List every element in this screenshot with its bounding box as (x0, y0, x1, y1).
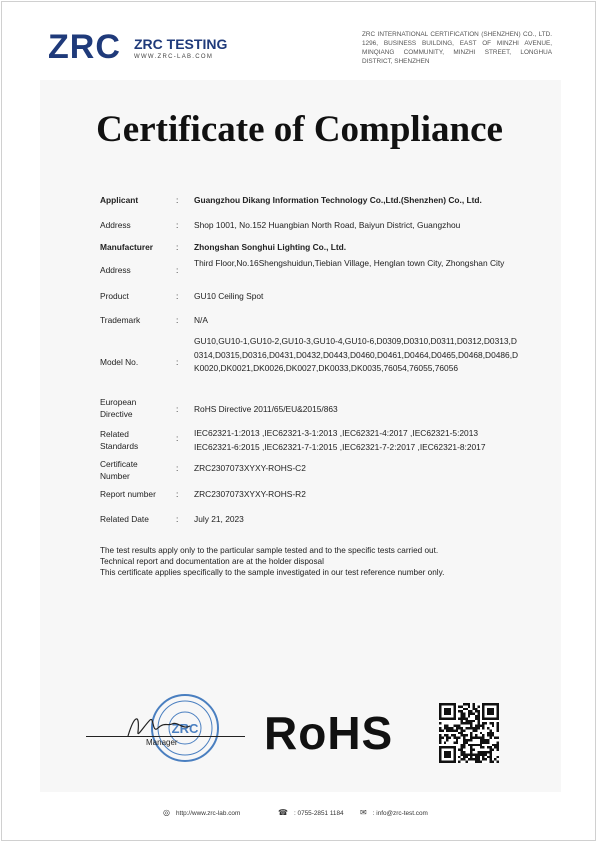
logo-name: ZRC TESTING (134, 36, 228, 52)
field-colon: : (176, 463, 179, 473)
field-label: Manufacturer (100, 242, 154, 252)
footer-website (163, 808, 240, 817)
company-address: ZRC INTERNATIONAL CERTIFICATION (SHENZHEN) CO., LTD. 1296, BUSINESS BUILDING, EAST OF MINZHI AVENUE, MINQIANG COMMUNITY, MINZHI STREET, LONGHUA DISTRICT, SHENZHEN (362, 31, 552, 65)
field-value: Zhongshan Songhui Lighting Co., Ltd. (194, 242, 347, 252)
field-colon: : (176, 404, 179, 414)
note-line: Technical report and documentation are at the holder disposal (100, 557, 324, 567)
note-line: The test results apply only to the particular sample tested and to the specific tests carried out. (100, 546, 439, 555)
field-value: GU10,GU10-1,GU10-2,GU10-3,GU10-4,GU10-6,D0309,D0310,D0311,D0312,D0313,D0314,D0315,D0316,D0431,D0432,D0443,D0460,D0461,D0464,D0465,D0468,D0486,DK0020,DK0021,DK0026,DK0027,DK0033,DK0035,76054,76055,76056 (194, 336, 519, 374)
field-value: Third Floor,No.16Shengshuidun,Tiebian Village, Henglan town City, Zhongshan City (194, 258, 505, 268)
field-colon: : (176, 357, 179, 367)
page-title: Certificate of Compliance (96, 109, 503, 150)
field-value: GU10 Ceiling Spot (194, 291, 264, 301)
field-label: Report number (100, 489, 156, 499)
globe-icon: ◎ (163, 808, 170, 817)
email-text: : info@zrc-test.com (372, 810, 428, 817)
field-colon: : (176, 315, 179, 325)
signatory-role: Manager (146, 738, 178, 747)
field-colon: : (176, 195, 179, 205)
field-label: Model No. (100, 357, 139, 367)
footer-email (360, 808, 428, 817)
rohs-mark: RoHS (264, 707, 394, 759)
field-label: Related Date (100, 514, 149, 524)
field-colon: : (176, 220, 179, 230)
note-line: This certificate applies specifically to the sample investigated in our test reference number only. (100, 568, 445, 578)
phone-text: : 0755-2851 1184 (293, 810, 344, 817)
qr-code-icon (439, 703, 499, 763)
field-label: European Directive (100, 397, 137, 419)
field-colon: : (176, 291, 179, 301)
field-label: Product (100, 291, 129, 301)
mail-icon: ✉ (360, 808, 367, 817)
field-colon: : (176, 265, 179, 275)
field-label: Applicant (100, 195, 139, 205)
field-value: Shop 1001, No.152 Huangbian North Road, Baiyun District, Guangzhou (194, 220, 461, 230)
footer (0, 806, 599, 820)
phone-icon: ☎ (278, 808, 288, 817)
field-value: N/A (194, 315, 208, 325)
logo (48, 28, 228, 66)
field-label: Certificate Number (100, 459, 138, 481)
field-value: ZRC2307073XYXY-ROHS-C2 (194, 463, 306, 473)
signature-line (86, 736, 245, 737)
field-label: Related Standards (100, 429, 139, 451)
field-colon: : (176, 242, 179, 252)
website-text: http://www.zrc-lab.com (175, 810, 241, 817)
stamp-text: ZRC (171, 721, 199, 736)
field-value: ZRC2307073XYXY-ROHS-R2 (194, 489, 306, 499)
certificate-notes (100, 545, 520, 579)
field-colon: : (176, 433, 179, 443)
field-value: RoHS Directive 2011/65/EU&2015/863 (194, 404, 338, 414)
field-colon: : (176, 514, 179, 524)
field-label: Trademark (100, 315, 141, 325)
field-label: Address (100, 220, 131, 230)
field-value: IEC62321-1:2013 ,IEC62321-3-1:2013 ,IEC62321-4:2017 ,IEC62321-5:2013 IEC62321-6:2015 ,IEC62321-7-1:2015 ,IEC62321-7-2:2017 ,IEC62321-8:2017 (194, 428, 486, 452)
logo-url: WWW.ZRC-LAB.COM (134, 54, 214, 60)
field-value: Guangzhou Dikang Information Technology Co.,Ltd.(Shenzhen) Co., Ltd. (194, 195, 482, 205)
field-colon: : (176, 489, 179, 499)
footer-phone (278, 808, 344, 817)
logo-mark: ZRC (48, 28, 121, 66)
field-label: Address (100, 265, 131, 275)
field-value: July 21, 2023 (194, 514, 244, 524)
header (0, 0, 599, 80)
